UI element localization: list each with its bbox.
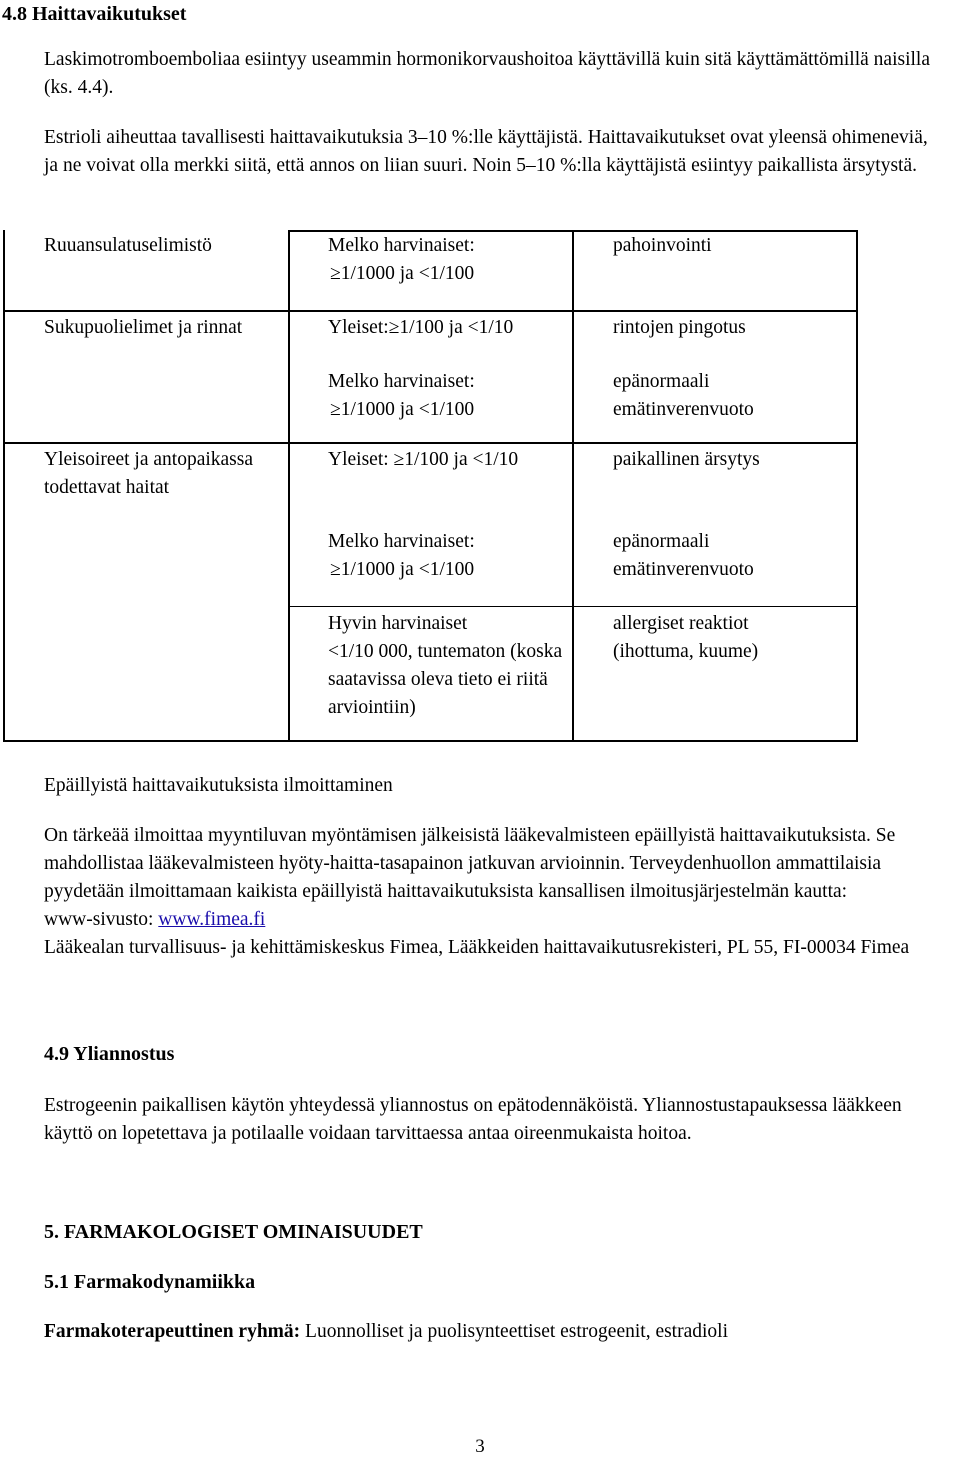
effect-cell: pahoinvointi: [613, 235, 712, 256]
reporting-section: [44, 822, 930, 962]
frequency-cell: Yleiset: ≥1/100 ja <1/10: [328, 449, 519, 470]
page-number: 3: [475, 1436, 485, 1457]
frequency-cell: Hyvin harvinaiset <1/10 000, tuntematon (koska saatavissa oleva tieto ei riitä arviointiin): [328, 613, 563, 718]
paragraph-vte: Laskimotromboemboliaa esiintyy useammin hormonikorvaushoitoa käyttävillä kuin sitä käyttämättömillä naisilla (ks. 4.4).: [44, 49, 930, 98]
section-title-4-9: 4.9 Yliannostus: [44, 1043, 175, 1065]
effect-cell: rintojen pingotus: [613, 317, 746, 338]
paragraph-overdose: Estrogeenin paikallisen käytön yhteydessä yliannostus on epätodennäköistä. Yliannostustapauksessa lääkkeen käyttö on lopetettava ja potilaalle voidaan tarvittaessa antaa oireenmukaista hoitoa.: [44, 1095, 902, 1144]
reporting-paragraph: On tärkeää ilmoittaa myyntiluvan myöntämisen jälkeisistä lääkevalmisteen epäillyistä haittavaikutuksista. Se mahdollistaa lääkevalmisteen hyöty-haitta-tasapainon jatkuvan arvioinnin. Terveydenhuollon ammattilaisia pyydetään ilmoittamaan kaikista epäillyistä haittavaikutuksista kansallisen ilmoitusjärjestelmän kautta:: [44, 825, 896, 902]
section-title-4-8: 4.8 Haittavaikutukset: [2, 3, 187, 25]
effect-cell: epänormaali emätinverenvuoto: [613, 531, 754, 580]
frequency-cell: Yleiset:≥1/100 ja <1/10: [328, 317, 514, 338]
frequency-cell: Melko harvinaiset: ≥1/1000 ja <1/100: [328, 235, 475, 284]
section-title-5-1: 5.1 Farmakodynamiikka: [44, 1271, 256, 1293]
group-label: Farmakoterapeuttinen ryhmä:: [44, 1321, 301, 1342]
effect-cell: allergiset reaktiot (ihottuma, kuume): [613, 613, 759, 662]
effect-cell: epänormaali emätinverenvuoto: [613, 371, 754, 420]
organ-class-cell: Sukupuolielimet ja rinnat: [44, 317, 243, 338]
paragraph-estriol: Estrioli aiheuttaa tavallisesti haittavaikutuksia 3–10 %:lle käyttäjistä. Haittavaikutukset ovat yleensä ohimeneviä, ja ne voivat olla merkki siitä, että annos on liian suuri. Noin 5–10 %:lla käyttäjistä esiintyy paikallista ärsytystä.: [44, 127, 928, 176]
organ-class-cell: Ruuansulatuselimistö: [44, 235, 212, 256]
adverse-effects-table: [3, 230, 858, 742]
section-title-5: 5. FARMAKOLOGISET OMINAISUUDET: [44, 1221, 423, 1243]
frequency-cell: Melko harvinaiset: ≥1/1000 ja <1/100: [328, 371, 475, 420]
website-label: www-sivusto:: [44, 909, 154, 930]
pharmacotherapeutic-group: [44, 1318, 930, 1346]
group-value: Luonnolliset ja puolisynteettiset estrogeenit, estradioli: [305, 1321, 729, 1342]
fimea-link[interactable]: www.fimea.fi: [158, 909, 266, 930]
effect-cell: paikallinen ärsytys: [613, 449, 760, 470]
reporting-heading: Epäillyistä haittavaikutuksista ilmoittaminen: [44, 775, 393, 796]
organ-class-cell: Yleisoireet ja antopaikassa todettavat haitat: [44, 449, 254, 498]
website-line: [44, 906, 930, 934]
address-text: Lääkealan turvallisuus- ja kehittämiskeskus Fimea, Lääkkeiden haittavaikutusrekisteri, PL 55, FI-00034 Fimea: [44, 937, 910, 958]
frequency-cell: Melko harvinaiset: ≥1/1000 ja <1/100: [328, 531, 475, 580]
